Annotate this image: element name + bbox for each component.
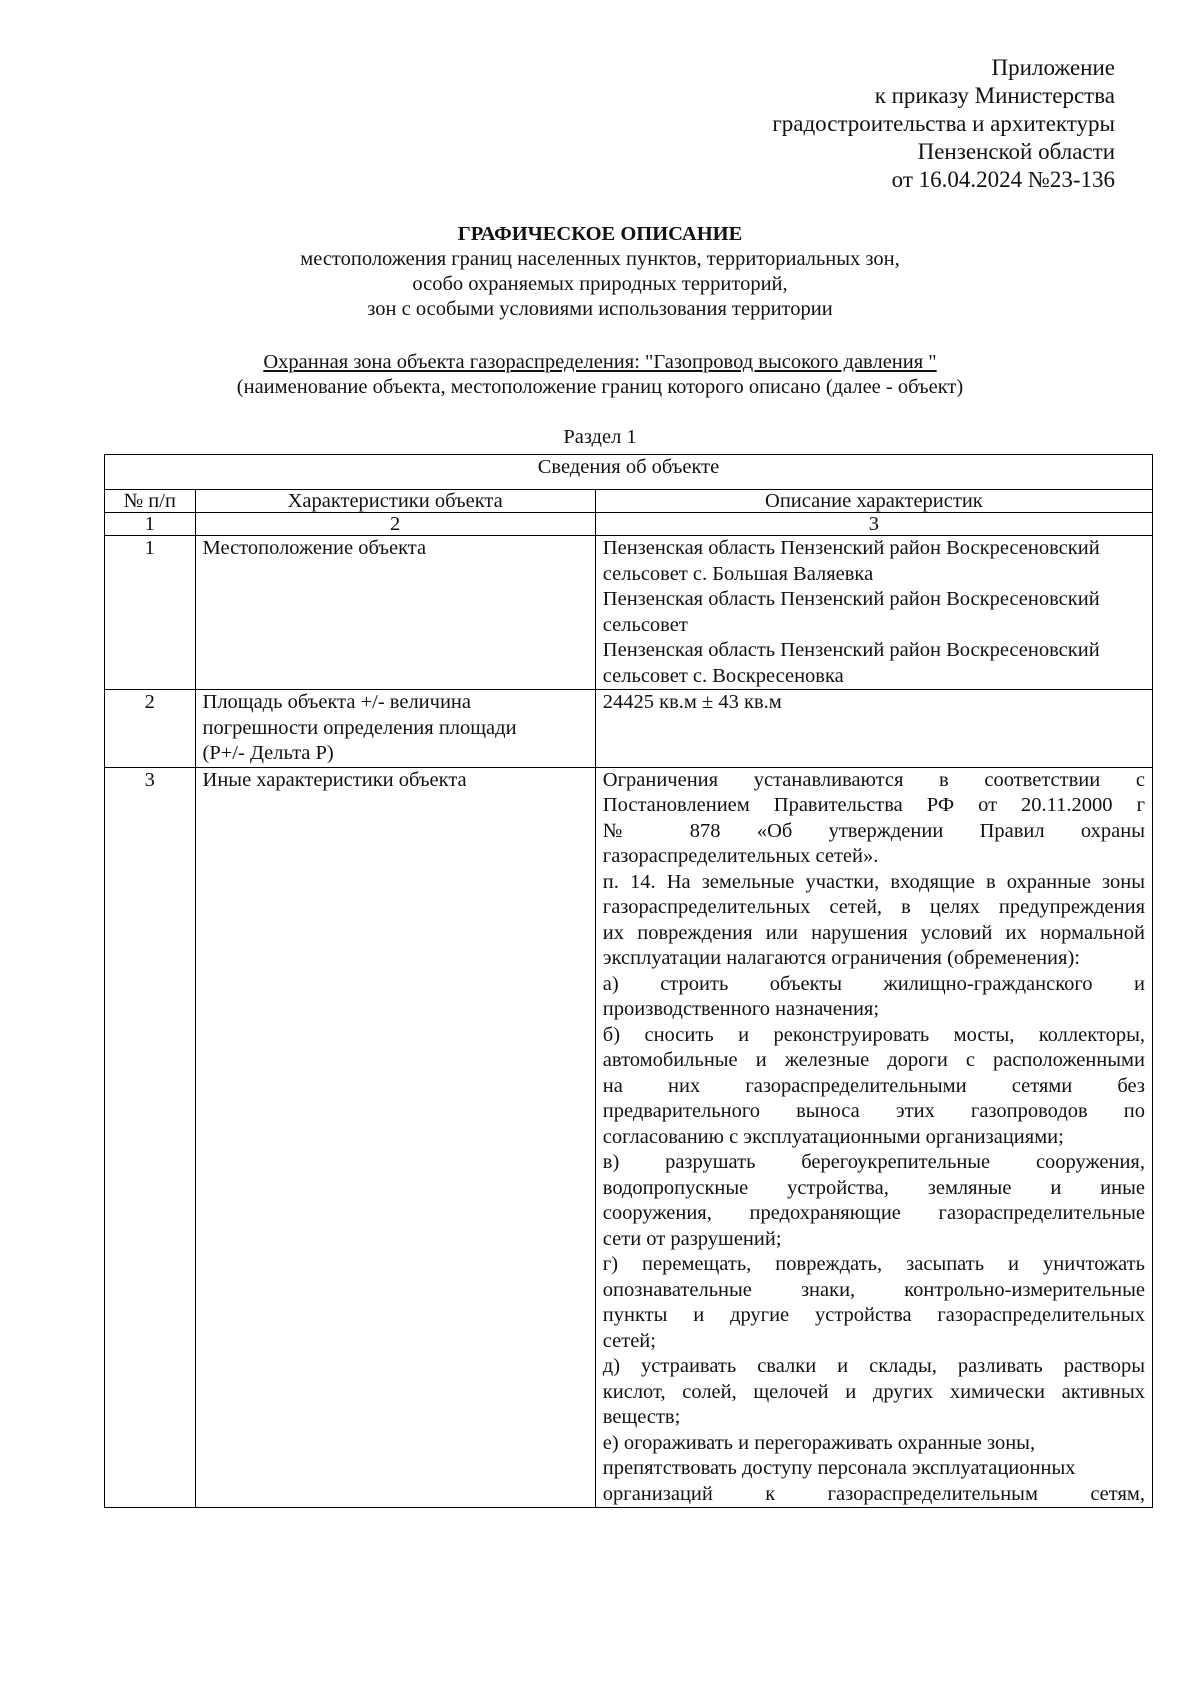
desc-line: эксплуатации налагаются ограничения (обременения):: [602, 947, 1080, 969]
desc-line: производственного назначения;: [602, 998, 880, 1020]
name-line: Площадь объекта +/- величина: [202, 691, 471, 713]
desc-line: № 878 «Об утверждении Правил охраны: [602, 819, 1145, 842]
row-desc: 24425 кв.м ± 43 кв.м: [595, 690, 1152, 768]
desc-line: Постановлением Правительства РФ от 20.11.2000 г: [602, 794, 1145, 816]
row-num: 1: [105, 536, 196, 690]
header-characteristics: Характеристики объекта: [195, 490, 595, 513]
row-num: 2: [105, 690, 196, 768]
desc-line: Пензенская область Пензенский район Воскресеновский: [602, 588, 1100, 610]
annex-line: Приложение: [991, 55, 1115, 80]
desc-line: предварительного выноса этих газопроводов по: [602, 1100, 1145, 1122]
desc-line: их повреждения или нарушения условий их нормальной: [602, 921, 1145, 944]
name-line: (P+/- Дельта P): [202, 742, 334, 764]
annex-line: к приказу Министерства: [874, 83, 1115, 108]
annex-line: Пензенской области: [917, 139, 1115, 164]
desc-line: на них газораспределительными сетями без: [602, 1074, 1145, 1097]
desc-line: сооружения, предохраняющие газораспределительные: [602, 1202, 1145, 1224]
object-info-table: [104, 454, 1153, 1508]
desc-line: сельсовет: [602, 613, 688, 636]
row-name: Иные характеристики объекта: [195, 767, 595, 1508]
header-num: № п/п: [105, 490, 196, 513]
colnum-1: 1: [105, 513, 196, 536]
title-block: [95, 222, 1105, 322]
desc-line: г) перемещать, повреждать, засыпать и уничтожать: [602, 1253, 1145, 1275]
document-title: ГРАФИЧЕСКОЕ ОПИСАНИЕ: [457, 223, 743, 245]
desc-line: согласованию с эксплуатационными организациями;: [602, 1125, 1064, 1148]
desc-line: п. 14. На земельные участки, входящие в охранные зоны: [602, 870, 1145, 893]
table-caption-row: [105, 455, 1153, 490]
table-caption: Сведения об объекте: [105, 455, 1153, 490]
desc-line: веществ;: [602, 1406, 681, 1428]
desc-line: водопропускные устройства, земляные и иные: [602, 1176, 1145, 1199]
row-name: Местоположение объекта: [195, 536, 595, 690]
annex-line: градостроительства и архитектуры: [772, 111, 1115, 136]
desc-line: препятствовать доступу персонала эксплуатационных: [602, 1457, 1076, 1479]
desc-line: пункты и другие устройства газораспределительных: [602, 1304, 1145, 1326]
title-subline: особо охраняемых природных территорий,: [412, 273, 788, 295]
desc-line: газораспределительных сетей».: [602, 845, 879, 867]
table-row: [105, 536, 1153, 690]
table-header-row: [105, 490, 1153, 513]
colnum-2: 2: [195, 513, 595, 536]
desc-line: в) разрушать берегоукрепительные сооружения,: [602, 1151, 1145, 1173]
annex-line: от 16.04.2024 №23-136: [891, 167, 1115, 192]
desc-line: газораспределительных сетей, в целях предупреждения: [602, 896, 1145, 918]
annex-header: [772, 54, 1115, 194]
desc-line: сельсовет с. Воскресеновка: [602, 664, 844, 687]
desc-line: Ограничения устанавливаются в соответствии с: [602, 768, 1145, 791]
section-label: Раздел 1: [563, 426, 637, 448]
desc-line: б) сносить и реконструировать мосты, коллекторы,: [602, 1023, 1145, 1046]
desc-line: а) строить объекты жилищно-гражданского и: [602, 972, 1145, 995]
desc-line: опознавательные знаки, контрольно-измерительные: [602, 1278, 1145, 1301]
desc-line: Пензенская область Пензенский район Воскресеновский: [602, 639, 1100, 661]
row-name: [195, 690, 595, 768]
desc-line: сети от разрушений;: [602, 1227, 782, 1250]
table-row: [105, 690, 1153, 768]
desc-line: Пензенская область Пензенский район Воскресеновский: [602, 537, 1100, 559]
desc-line: организаций к газораспределительным сетям,: [602, 1482, 1145, 1505]
row-desc: [595, 536, 1152, 690]
object-name: Охранная зона объекта газораспределения: "Газопровод высокого давления ": [263, 351, 937, 373]
desc-line: кислот, солей, щелочей и других химически активных: [602, 1380, 1145, 1403]
colnum-3: 3: [595, 513, 1152, 536]
table-colnum-row: [105, 513, 1153, 536]
row-num: 3: [105, 767, 196, 1508]
header-description: Описание характеристик: [595, 490, 1152, 513]
desc-line: автомобильные и железные дороги с расположенными: [602, 1049, 1145, 1071]
desc-line: сельсовет с. Большая Валяевка: [602, 562, 874, 585]
title-subline: местоположения границ населенных пунктов, территориальных зон,: [300, 248, 900, 270]
table-row: [105, 767, 1153, 1508]
desc-line: д) устраивать свалки и склады, разливать растворы: [602, 1355, 1145, 1377]
object-caption: (наименование объекта, местоположение границ которого описано (далее - объект): [236, 376, 964, 398]
title-subline: зон с особыми условиями использования территории: [367, 298, 833, 320]
desc-line: е) огораживать и перегораживать охранные зоны,: [602, 1431, 1036, 1454]
row-desc: [595, 767, 1152, 1508]
object-block: [95, 350, 1105, 400]
name-line: погрешности определения площади: [202, 716, 517, 739]
desc-line: сетей;: [602, 1329, 656, 1352]
